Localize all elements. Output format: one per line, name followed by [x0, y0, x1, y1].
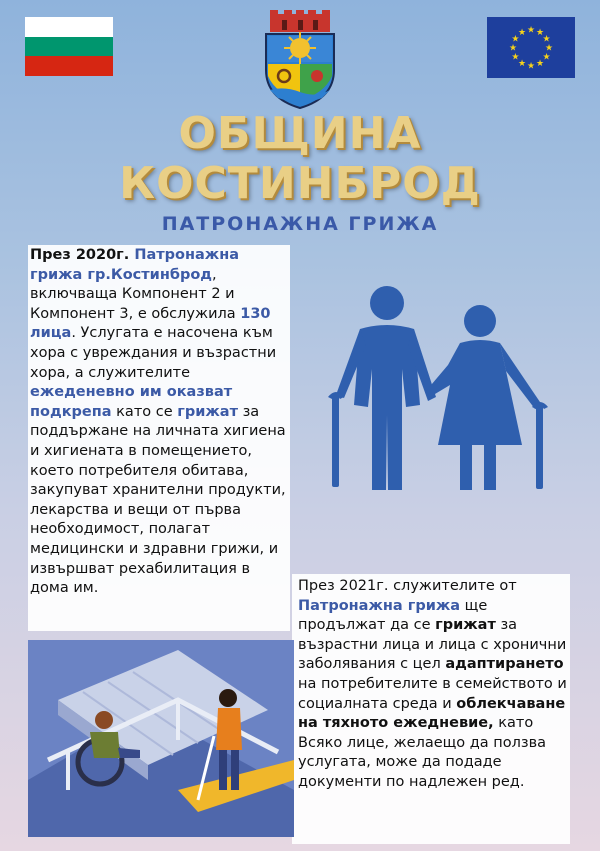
eu-star-icon: ★	[511, 52, 520, 63]
eu-star-icon: ★	[511, 34, 520, 45]
accessibility-ramp-illustration	[28, 640, 294, 837]
page-subtitle: ПАТРОНАЖНА ГРИЖА	[161, 213, 439, 235]
paragraph-2020: През 2020г. Патронажна грижа гр.Костинброд, включваща Компонент 2 и Компонент 3, е обслужила 130 лица. Услугата е насочена към хора с увреждания и възрастни хора, а служителите ежеденевно им оказват подкрепа като се грижат за поддържане на личната хигиена и хигиената в помещението, което потребителя обитава, закупуват хранителни продукти, лекарства и вещи от първа необходимост, полагат медицински и здравни грижи, и извършват рехабилитация в дома им.	[30, 247, 286, 597]
eu-star-icon: ★	[517, 27, 527, 38]
eu-star-icon: ★	[542, 52, 551, 63]
eu-star-icon: ★	[535, 27, 545, 38]
eu-star-icon: ★	[526, 25, 536, 36]
bulgarian-flag	[25, 17, 113, 76]
eu-flag	[487, 17, 575, 78]
eu-star-icon: ★	[526, 61, 536, 72]
paragraph-2021: През 2021г. служителите от Патронажна грижа ще продължат да се грижат за възрастни лица и лица с хронични заболявания с цел адаптирането на потребителите в семейството и социалната среда и облекчаване на тяхното ежедневие, като Всяко лице, желаещо да ползва услугата, може да подаде документи по надлежен ред.	[298, 578, 567, 790]
elderly-couple-icon	[310, 285, 572, 490]
title-line-2: КОСТИНБРОД	[119, 158, 481, 209]
eu-star-icon: ★	[535, 59, 545, 70]
eu-star-icon: ★	[544, 43, 554, 54]
eu-star-icon: ★	[517, 59, 527, 70]
eu-star-icon: ★	[542, 34, 551, 45]
eu-star-icon: ★	[508, 43, 518, 54]
title-line-1: ОБЩИНА	[178, 108, 422, 159]
coat-of-arms-icon	[262, 10, 338, 110]
